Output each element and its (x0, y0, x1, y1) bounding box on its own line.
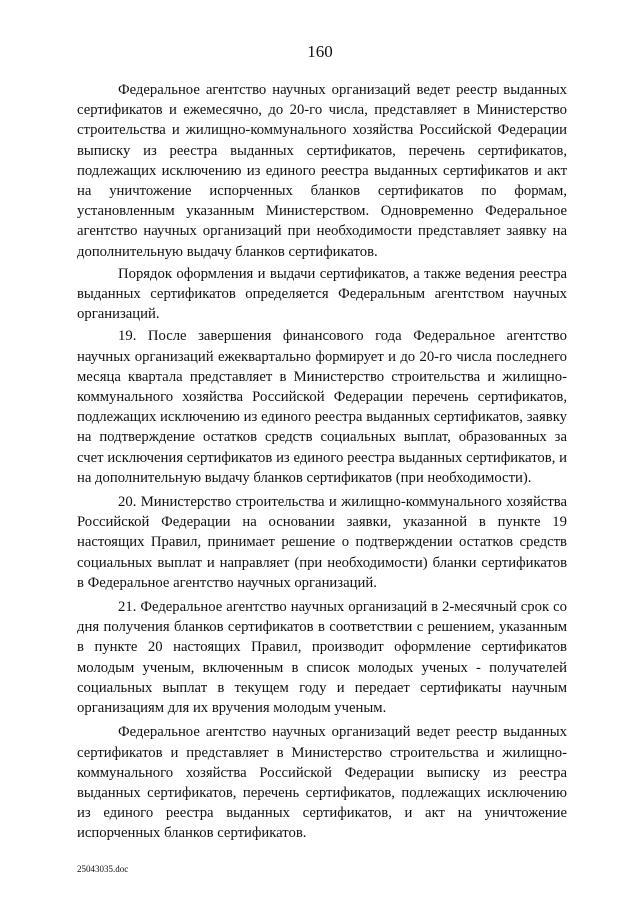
paragraph-clause-21: 21. Федеральное агентство научных организаций в 2-месячный срок со дня получения бланков сертификатов в соответствии с решением, указанным в пункте 20 настоящих Правил, производит оформление сертификатов молодым ученым, включенным в список молодых ученых - получателей социальных выплат в текущем году и передает сертификаты научным организациям для их вручения молодым ученым. (77, 599, 567, 717)
paragraph-clause-20: 20. Министерство строительства и жилищно-коммунального хозяйства Российской Федерации на основании заявки, указанной в пункте 19 настоящих Правил, принимает решение о подтверждении остатков средств социальных выплат и направляет (при необходимости) бланки сертификатов в Федеральное агентство научных организаций. (77, 494, 567, 591)
paragraph-registry-final: Федеральное агентство научных организаций ведет реестр выданных сертификатов и представляет в Министерство строительства и жилищно-коммунального хозяйства Российской Федерации выписку из реестра выданных сертификатов, перечень сертификатов, подлежащих исключению из единого реестра выданных сертификатов, и акт на уничтожение испорченных бланков сертификатов. (77, 724, 567, 842)
page-number: 160 (307, 42, 333, 61)
document-filename: 25043035.doc (77, 864, 129, 874)
paragraph-clause-19: 19. После завершения финансового года Федеральное агентство научных организаций ежеквартально формирует и до 20-го числа последнего месяца квартала представляет в Министерство строительства и жилищно-коммунального хозяйства Российской Федерации перечень сертификатов, подлежащих исключению из единого реестра выданных сертификатов, заявку на подтверждение остатков средств социальных выплат, образованных за счет исключения сертификатов из единого реестра выданных сертификатов, и на дополнительную выдачу бланков сертификатов (при необходимости). (77, 328, 567, 486)
paragraph-procedure: Порядок оформления и выдачи сертификатов, а также ведения реестра выданных сертификатов определяется Федеральным агентством научных организаций. (77, 265, 567, 323)
document-body (77, 80, 567, 844)
paragraph-registry-monthly: Федеральное агентство научных организаций ведет реестр выданных сертификатов и ежемесячно, до 20-го числа, представляет в Министерство строительства и жилищно-коммунального хозяйства Российской Федерации выписку из реестра выданных сертификатов, перечень сертификатов, подлежащих исключению из единого реестра выданных сертификатов и акт на уничтожение испорченных бланков сертификатов по формам, установленным указанным Министерством. Одновременно Федеральное агентство научных организаций при необходимости представляет заявку на дополнительную выдачу бланков сертификатов. (77, 82, 567, 260)
